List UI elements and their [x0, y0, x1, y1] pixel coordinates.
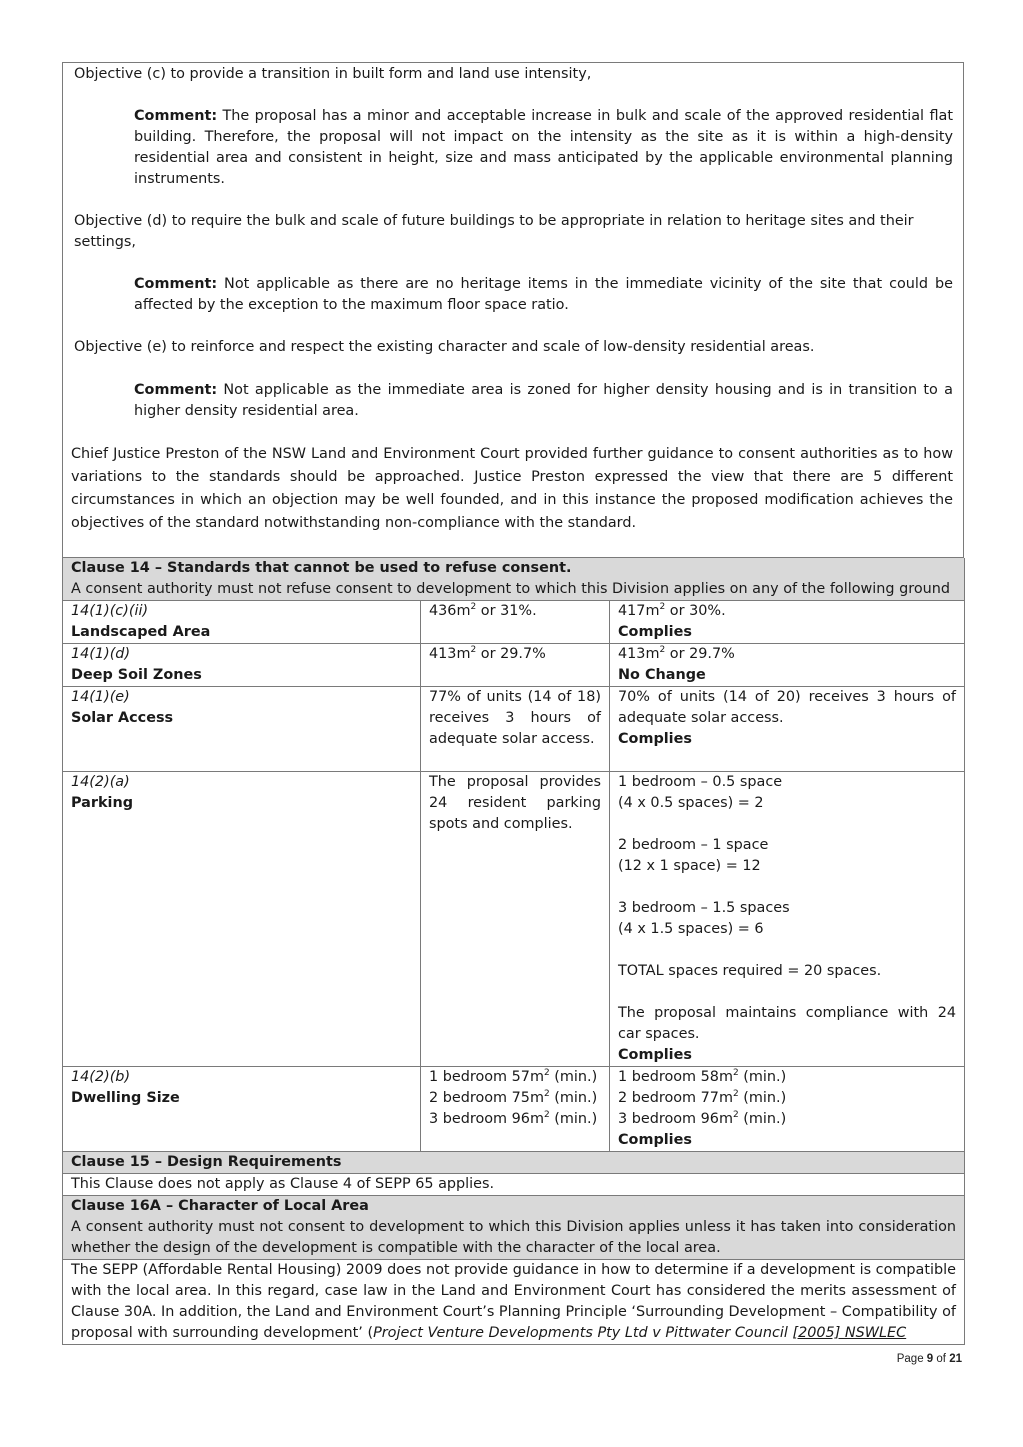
objective-d: Objective (d) to require the bulk and scale of future buildings to be appropriate in relation to heritage sites and their settings,: [74, 213, 914, 250]
parking-2bed-rate: 2 bedroom – 1 space: [618, 837, 769, 853]
chief-justice-paragraph: Chief Justice Preston of the NSW Land and Environment Court provided further guidance to consent authorities as to how variations to the standards should be approached. Justice Preston expressed the view that there are 5 different circumstances in which an objection may be well founded, and in this instance the proposed modification achieves the objectives of the standard notwithstanding non-compliance with the standard.: [71, 446, 953, 531]
row-name: Deep Soil Zones: [71, 667, 202, 683]
dwelling-req-3bed: 3 bedroom $96m^2$ (min.): [429, 1110, 598, 1127]
status-badge: Complies: [618, 1132, 692, 1148]
clause14-heading: Clause 14 – Standards that cannot be used to refuse consent.: [71, 560, 572, 576]
parking-2bed-calc: (12 x 1 space) = 12: [618, 858, 761, 874]
comment-label: Comment:: [134, 382, 218, 398]
clause14-subheading: A consent authority must not refuse consent to development to which this Division applies on any of the following ground: [71, 581, 951, 597]
table-row-dwelling: [63, 1067, 965, 1152]
row-ref: 14(1)(d): [71, 646, 131, 662]
row-name: Solar Access: [71, 710, 174, 726]
clause16a-subheading: A consent authority must not consent to development to which this Division applies unless it has taken into consideration whether the design of the development is compatible with the character of the local area.: [71, 1219, 956, 1256]
row-ref: 14(1)(c)(ii): [71, 603, 149, 619]
objectives-section: [62, 62, 964, 558]
row-name: Parking: [71, 795, 134, 811]
parking-maintains: The proposal maintains compliance with 24 car spaces.: [618, 1005, 956, 1042]
clause16a-text-row: [63, 1260, 965, 1345]
parking-1bed-rate: 1 bedroom – 0.5 space: [618, 774, 783, 790]
status-badge: No Change: [618, 667, 706, 683]
status-badge: Complies: [618, 731, 692, 747]
clause14-header-row: [63, 558, 965, 601]
row-proposed: $413m^2$ or 29.7%: [618, 645, 735, 662]
status-badge: Complies: [618, 1047, 692, 1063]
row-name: Landscaped Area: [71, 624, 211, 640]
clause15-header-row: [63, 1152, 965, 1174]
row-required: 77% of units (14 of 18) receives 3 hours of adequate solar access.: [429, 689, 601, 747]
row-required: The proposal provides 24 resident parking spots and complies.: [429, 774, 601, 832]
row-required: $413m^2$ or 29.7%: [429, 645, 546, 662]
dwelling-prop-1bed: 1 bedroom $58m^2$ (min.): [618, 1068, 787, 1085]
clause15-text-row: [63, 1174, 965, 1196]
dwelling-prop-2bed: 2 bedroom $77m^2$ (min.): [618, 1089, 787, 1106]
parking-3bed-calc: (4 x 1.5 spaces) = 6: [618, 921, 764, 937]
table-row-parking: [63, 772, 965, 1067]
clause-table: [62, 558, 965, 1345]
clause15-heading: Clause 15 – Design Requirements: [71, 1154, 342, 1170]
objective-e-comment: Comment: Not applicable as the immediate area is zoned for higher density housing and is in transition to a higher density residential area.: [134, 382, 953, 419]
document-page: [62, 62, 964, 1345]
page-total: 21: [949, 1353, 962, 1365]
comment-label: Comment:: [134, 276, 218, 292]
parking-1bed-calc: (4 x 0.5 spaces) = 2: [618, 795, 764, 811]
dwelling-prop-3bed: 3 bedroom $96m^2$ (min.): [618, 1110, 787, 1127]
case-citation: Project Venture Developments Pty Ltd v Pittwater Council: [373, 1325, 788, 1341]
row-proposed: 70% of units (14 of 20) receives 3 hours of adequate solar access.: [618, 689, 956, 726]
row-required: $436m^2$ or 31%.: [429, 602, 537, 619]
status-badge: Complies: [618, 624, 692, 640]
parking-total: TOTAL spaces required = 20 spaces.: [618, 963, 882, 979]
dwelling-req-2bed: 2 bedroom $75m^2$ (min.): [429, 1089, 598, 1106]
row-proposed: $417m^2$ or 30%.: [618, 602, 726, 619]
case-citation-year: [2005] NSWLEC: [792, 1325, 907, 1341]
row-ref: 14(2)(a): [71, 774, 130, 790]
clause16a-text: The SEPP (Affordable Rental Housing) 2009 does not provide guidance in how to determine if a development is compatible with the local area. In this regard, case law in the Land and Environment Court has considered the merits assessment of Clause 30A. In addition, the Land and Environment Court’s Planning Principle ‘Surrounding Development – Compatibility of proposal with surrounding development’ (: [71, 1262, 957, 1341]
row-ref: 14(2)(b): [71, 1069, 131, 1085]
page-footer: Page 9 of 21: [896, 1353, 962, 1365]
parking-3bed-rate: 3 bedroom – 1.5 spaces: [618, 900, 790, 916]
objective-c-comment: Comment: The proposal has a minor and acceptable increase in bulk and scale of the approved residential flat building. Therefore, the proposal will not impact on the intensity as the site as it is within a high-density residential area and consistent in height, size and mass anticipated by the applicable environmental planning instruments.: [134, 108, 953, 187]
row-ref: 14(1)(e): [71, 689, 130, 705]
objective-d-comment: Comment: Not applicable as there are no heritage items in the immediate vicinity of the site that could be affected by the exception to the maximum floor space ratio.: [134, 276, 953, 313]
objective-e: Objective (e) to reinforce and respect the existing character and scale of low-density residential areas.: [74, 339, 815, 355]
clause15-text: This Clause does not apply as Clause 4 of SEPP 65 applies.: [71, 1176, 495, 1192]
objective-c: Objective (c) to provide a transition in built form and land use intensity,: [74, 66, 592, 82]
clause16a-header-row: [63, 1196, 965, 1260]
dwelling-req-1bed: 1 bedroom $57m^2$ (min.): [429, 1068, 598, 1085]
clause16a-heading: Clause 16A – Character of Local Area: [71, 1198, 369, 1214]
table-row: [63, 601, 965, 644]
page-number: 9: [926, 1353, 934, 1365]
table-row: [63, 687, 965, 772]
row-name: Dwelling Size: [71, 1090, 180, 1106]
comment-label: Comment:: [134, 108, 218, 124]
table-row: [63, 644, 965, 687]
